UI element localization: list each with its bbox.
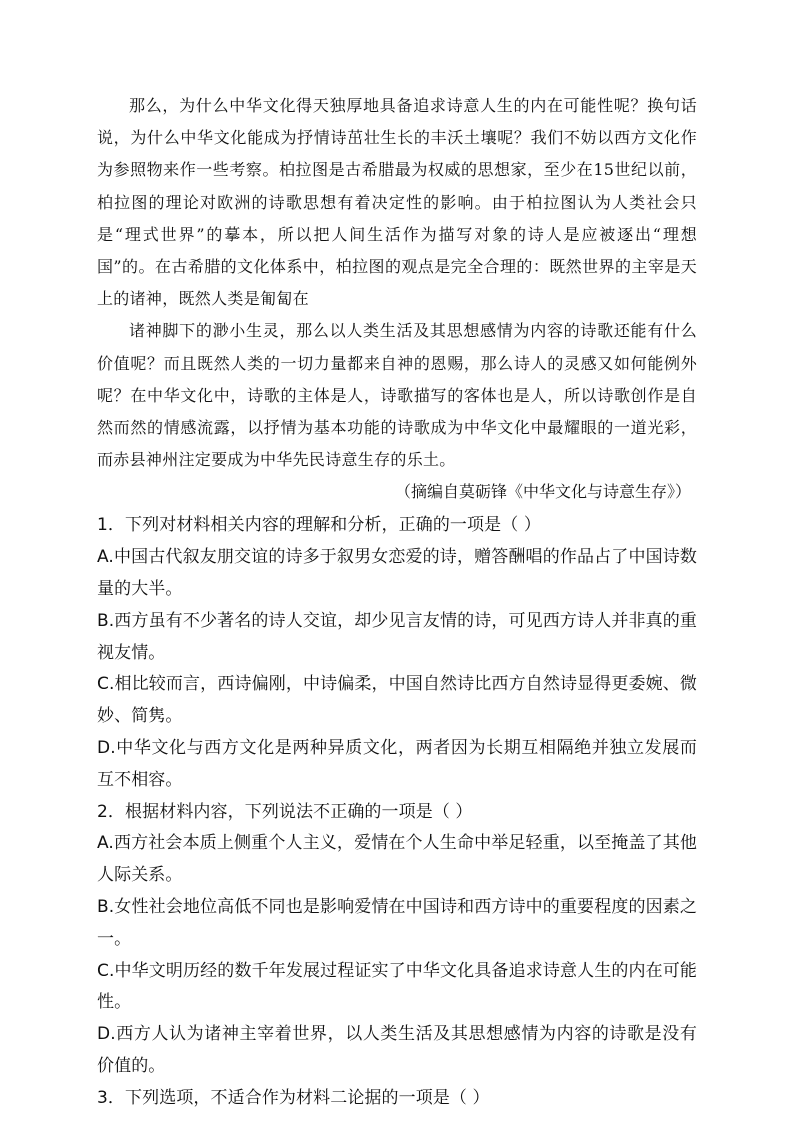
answer-option-d: D.西方人认为诸神主宰着世界，以人类生活及其思想感情为内容的诗歌是没有价值的。: [97, 1024, 697, 1076]
document-page: [97, 90, 697, 1115]
passage-source: （摘编自莫砺锋《中华文化与诗意生存》）: [394, 482, 691, 502]
answer-option-b: B.西方虽有不少著名的诗人交谊，却少见言友情的诗，可见西方诗人并非真的重视友情。: [97, 610, 697, 663]
question-stem: 3．下列选项，不适合作为材料二论据的一项是（ ）: [97, 1087, 490, 1108]
question-list: [97, 510, 697, 1114]
question-2: [97, 797, 697, 1083]
answer-option-a: A.中国古代叙友朋交谊的诗多于叙男女恋爱的诗，赠答酬唱的作品占了中国诗数量的大半。: [97, 547, 697, 600]
answer-option-d: D.中华文化与西方文化是两种异质文化，两者因为长期互相隔绝并独立发展而互不相容。: [97, 738, 697, 790]
question-3: [97, 1083, 697, 1115]
question-1: [97, 510, 697, 796]
question-stem: 2．根据材料内容，下列说法不正确的一项是（ ）: [97, 801, 473, 822]
answer-option-c: C.中华文明历经的数千年发展过程证实了中华文化具备追求诗意人生的内在可能性。: [97, 960, 697, 1013]
passage-paragraph-2: 诸神脚下的渺小生灵，那么以人类生活及其思想感情为内容的诗歌还能有什么价值呢？而且既然人类的一切力量都来自神的恩赐，那么诗人的灵感又如何能例外呢？在中华文化中，诗歌的主体是人，诗歌描写的客体也是人，所以诗歌创作是自然而然的情感流露，以抒情为基本功能的诗歌成为中华文化中最耀眼的一道光彩，而赤县神州注定要成为中华先民诗意生存的乐土。: [97, 321, 697, 470]
passage-paragraph-1: 那么，为什么中华文化得天独厚地具备追求诗意人生的内在可能性呢？换句话说，为什么中华文化能成为抒情诗茁壮生长的丰沃土壤呢？我们不妨以西方文化作为参照物来作一些考察。柏拉图是古希腊最为权威的思想家，至少在15世纪以前，柏拉图的理论对欧洲的诗歌思想有着决定性的影响。由于柏拉图认为人类社会只是“理式世界”的摹本，所以把人间生活作为描写对象的诗人是应被逐出“理想国”的。在古希腊的文化体系中，柏拉图的观点是完全合理的：既然世界的主宰是天上的诸神，既然人类是匍匐在: [97, 96, 697, 309]
answer-option-a: A.西方社会本质上侧重个人主义，爱情在个人生命中举足轻重，以至掩盖了其他人际关系。: [97, 833, 697, 886]
question-stem: 1．下列对材料相关内容的理解和分析，正确的一项是（ ）: [97, 515, 541, 536]
answer-option-b: B.女性社会地位高低不同也是影响爱情在中国诗和西方诗中的重要程度的因素之一。: [97, 897, 697, 949]
answer-option-c: C.相比较而言，西诗偏刚，中诗偏柔，中国自然诗比西方自然诗显得更委婉、微妙、简隽。: [97, 674, 697, 727]
